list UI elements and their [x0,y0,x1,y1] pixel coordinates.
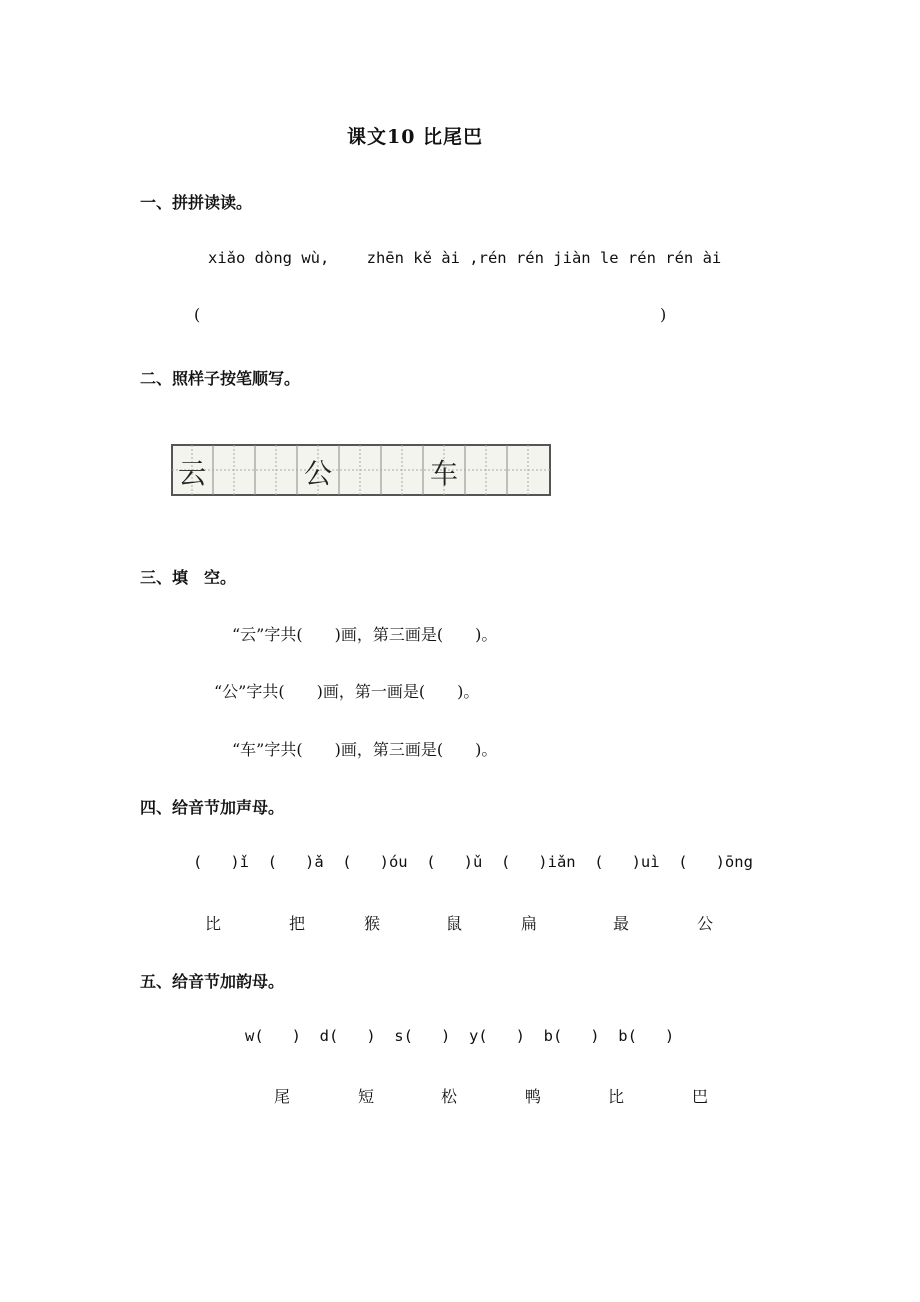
grid-char-che: 车 [430,457,459,490]
fill-blank-line-2: “公”字共( )画，第一画是( )。 [214,682,480,701]
section-4-heading: 四、给音节加声母。 [140,798,285,817]
section-5-char: 短 [358,1087,375,1106]
section-4-char: 公 [697,914,714,933]
section-4-char: 最 [613,914,630,933]
stroke-order-grid [171,444,551,496]
section-4-char: 鼠 [446,914,463,933]
grid-char-gong: 公 [304,457,333,490]
section-3-heading: 三、填 空。 [140,568,237,587]
grid-lines [171,444,551,496]
section-5-char: 松 [441,1087,458,1106]
answer-close-paren: ) [660,305,667,324]
section-4-char: 猴 [364,914,381,933]
section-4-char: 比 [205,914,222,933]
section-4-pinyin: ( )ǐ ( )ǎ ( )óu ( )ǔ ( )iǎn ( )uì ( )ōng [193,853,753,871]
section-4-char: 把 [289,914,306,933]
section-5-char: 比 [608,1087,625,1106]
fill-blank-line-3: “车”字共( )画，第三画是( )。 [232,740,498,759]
section-5-heading: 五、给音节加韵母。 [140,972,285,991]
answer-open-paren: ( [194,305,201,324]
section-5-char: 鸭 [525,1087,542,1106]
section-4-char: 扁 [521,914,538,933]
grid-char-yun: 云 [178,457,207,490]
section-5-char: 尾 [274,1087,291,1106]
section-2-heading: 二、照样子按笔顺写。 [140,369,301,388]
fill-blank-line-1: “云”字共( )画，第三画是( )。 [232,625,498,644]
section-1-pinyin: xiǎo dòng wù, zhēn kě ài ,rén rén jiàn le rén rén ài [208,249,722,267]
section-5-char: 巴 [692,1087,709,1106]
page-title: 课文10 比尾巴 [346,126,484,148]
section-5-pinyin: w( ) d( ) s( ) y( ) b( ) b( ) [245,1027,675,1045]
section-1-heading: 一、拼拼读读。 [140,193,253,212]
